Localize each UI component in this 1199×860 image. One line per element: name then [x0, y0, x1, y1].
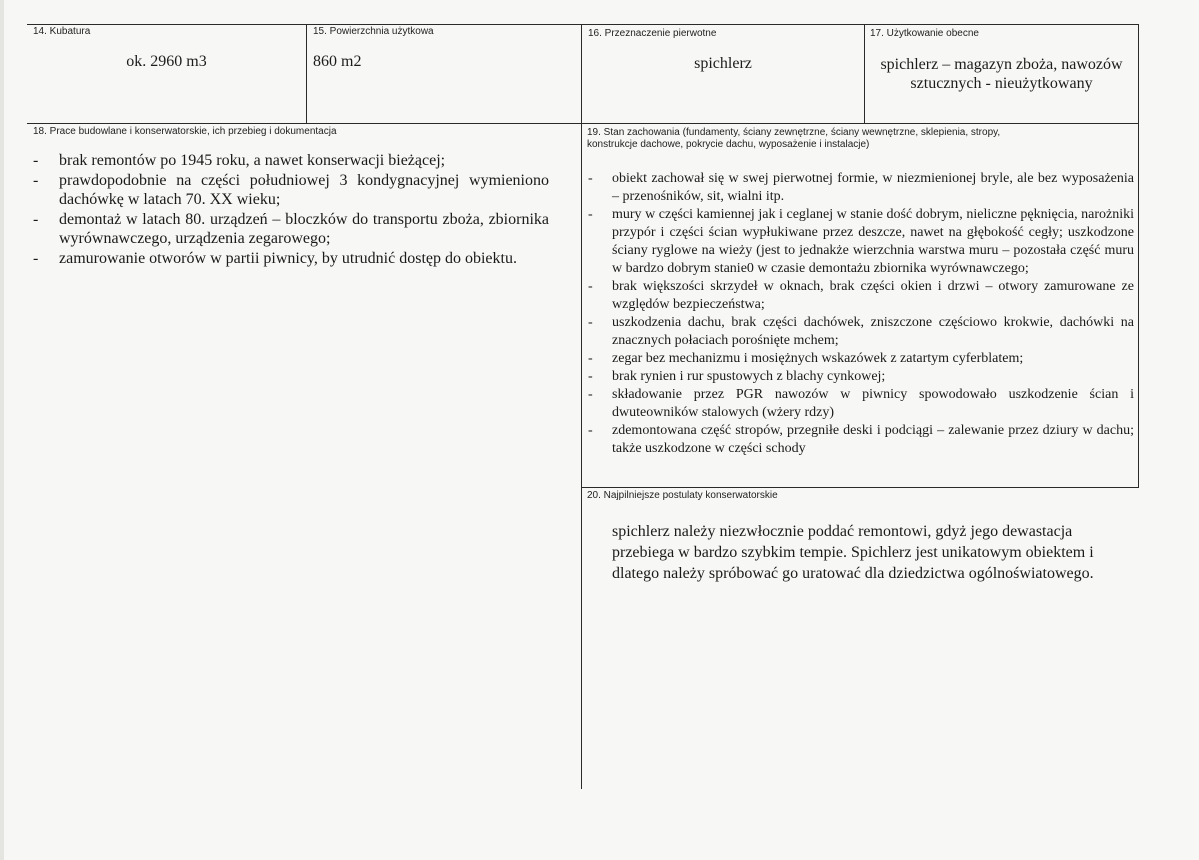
field-20-label: 20. Najpilniejsze postulaty konserwatorskie: [587, 490, 778, 501]
list-item: - demontaż w latach 80. urządzeń – bloczków do transportu zboża, zbiornika wyrównawczego, urządzenia zegarowego;: [33, 210, 549, 247]
field-14-value: ok. 2960 m3: [126, 53, 207, 70]
list-item: - zdemontowana część stropów, przegniłe deski i podciągi – zalewanie przez dziury w dachu; także uszkodzone w części schody: [588, 423, 1134, 456]
field-15-value: 860 m2: [313, 53, 362, 70]
list-item: - składowanie przez PGR nawozów w piwnicy spowodowało uszkodzenie ścian i dwuteowników stalowych (wżery rdzy): [588, 387, 1134, 420]
field-18-label: 18. Prace budowlane i konserwatorskie, ich przebieg i dokumentacja: [33, 126, 337, 137]
field-17-value-line2: sztucznych - nieużytkowany: [910, 75, 1093, 92]
field-20-line-1: spichlerz należy niezwłocznie poddać remontowi, gdyż jego dewastacja: [612, 523, 1073, 540]
list-item: - brak większości skrzydeł w oknach, brak części okien i drzwi – otwory zamurowane ze względów bezpieczeństwa;: [588, 279, 1134, 312]
field-20-line-3: dlatego należy spróbować go uratować dla dziedzictwa ogólnoświatowego.: [612, 565, 1094, 582]
field-15-label: 15. Powierzchnia użytkowa: [313, 26, 434, 37]
list-item: - zamurowanie otworów w partii piwnicy, by utrudnić dostęp do obiektu.: [33, 249, 517, 267]
scan-edge: [0, 0, 4, 860]
list-item: - uszkodzenia dachu, brak części dachówek, zniszczone częściowo krokwie, dachówki na znacznych połaciach porośnięte mchem;: [588, 315, 1134, 348]
field-18-list: [31, 151, 549, 268]
list-item: - brak rynien i rur spustowych z blachy cynkowej;: [588, 369, 886, 384]
field-19-label-line2: konstrukcje dachowe, pokrycie dachu, wyposażenie i instalacje): [587, 139, 870, 150]
row-divider-2: [582, 487, 1138, 488]
row-divider-1: [27, 123, 1138, 124]
field-20-line-2: przebiega w bardzo szybkim tempie. Spichlerz jest unikatowym obiektem i: [612, 544, 1094, 561]
field-16-label: 16. Przeznaczenie pierwotne: [588, 28, 717, 39]
list-item: - prawdopodobnie na części południowej 3 kondygnacyjnej wymieniono dachówkę w latach 70. XX wieku;: [33, 171, 549, 208]
col-divider-15: [306, 24, 307, 124]
top-border: [27, 24, 1138, 25]
field-19-label-line1: 19. Stan zachowania (fundamenty, ściany zewnętrzne, ściany wewnętrzne, sklepienia, stropy,: [587, 127, 1001, 138]
field-14-label: 14. Kubatura: [33, 26, 91, 37]
col-divider-main: [581, 24, 582, 789]
right-border: [1138, 24, 1139, 488]
list-item: - obiekt zachował się w swej pierwotnej formie, w niezmienionej bryle, ale bez wyposażenia – przenośników, sit, wialni itp.: [588, 171, 1134, 204]
list-item: - brak remontów po 1945 roku, a nawet konserwacji bieżącej;: [33, 152, 446, 169]
field-17-value-line1: spichlerz – magazyn zboża, nawozów: [880, 56, 1123, 73]
field-19-list: [584, 170, 1134, 458]
list-item: - mury w części kamiennej jak i ceglanej w stanie dość dobrym, nieliczne pęknięcia, narożniki przypór i części ścian wypłukiwane przez deszcze, nawet na głębokość cegły; uszkodzone ściany ryglowe na wieży (jest to jednakże wierzchnia warstwa muru – pozostała część muru w bardzo dobrym stanie0 w czasie demontażu zbiornika wyrównawczego;: [588, 207, 1134, 276]
field-17-label: 17. Użytkowanie obecne: [870, 28, 979, 39]
field-16-value: spichlerz: [694, 55, 752, 72]
list-item: - zegar bez mechanizmu i mosiężnych wskazówek z zatartym cyferblatem;: [588, 351, 1024, 366]
